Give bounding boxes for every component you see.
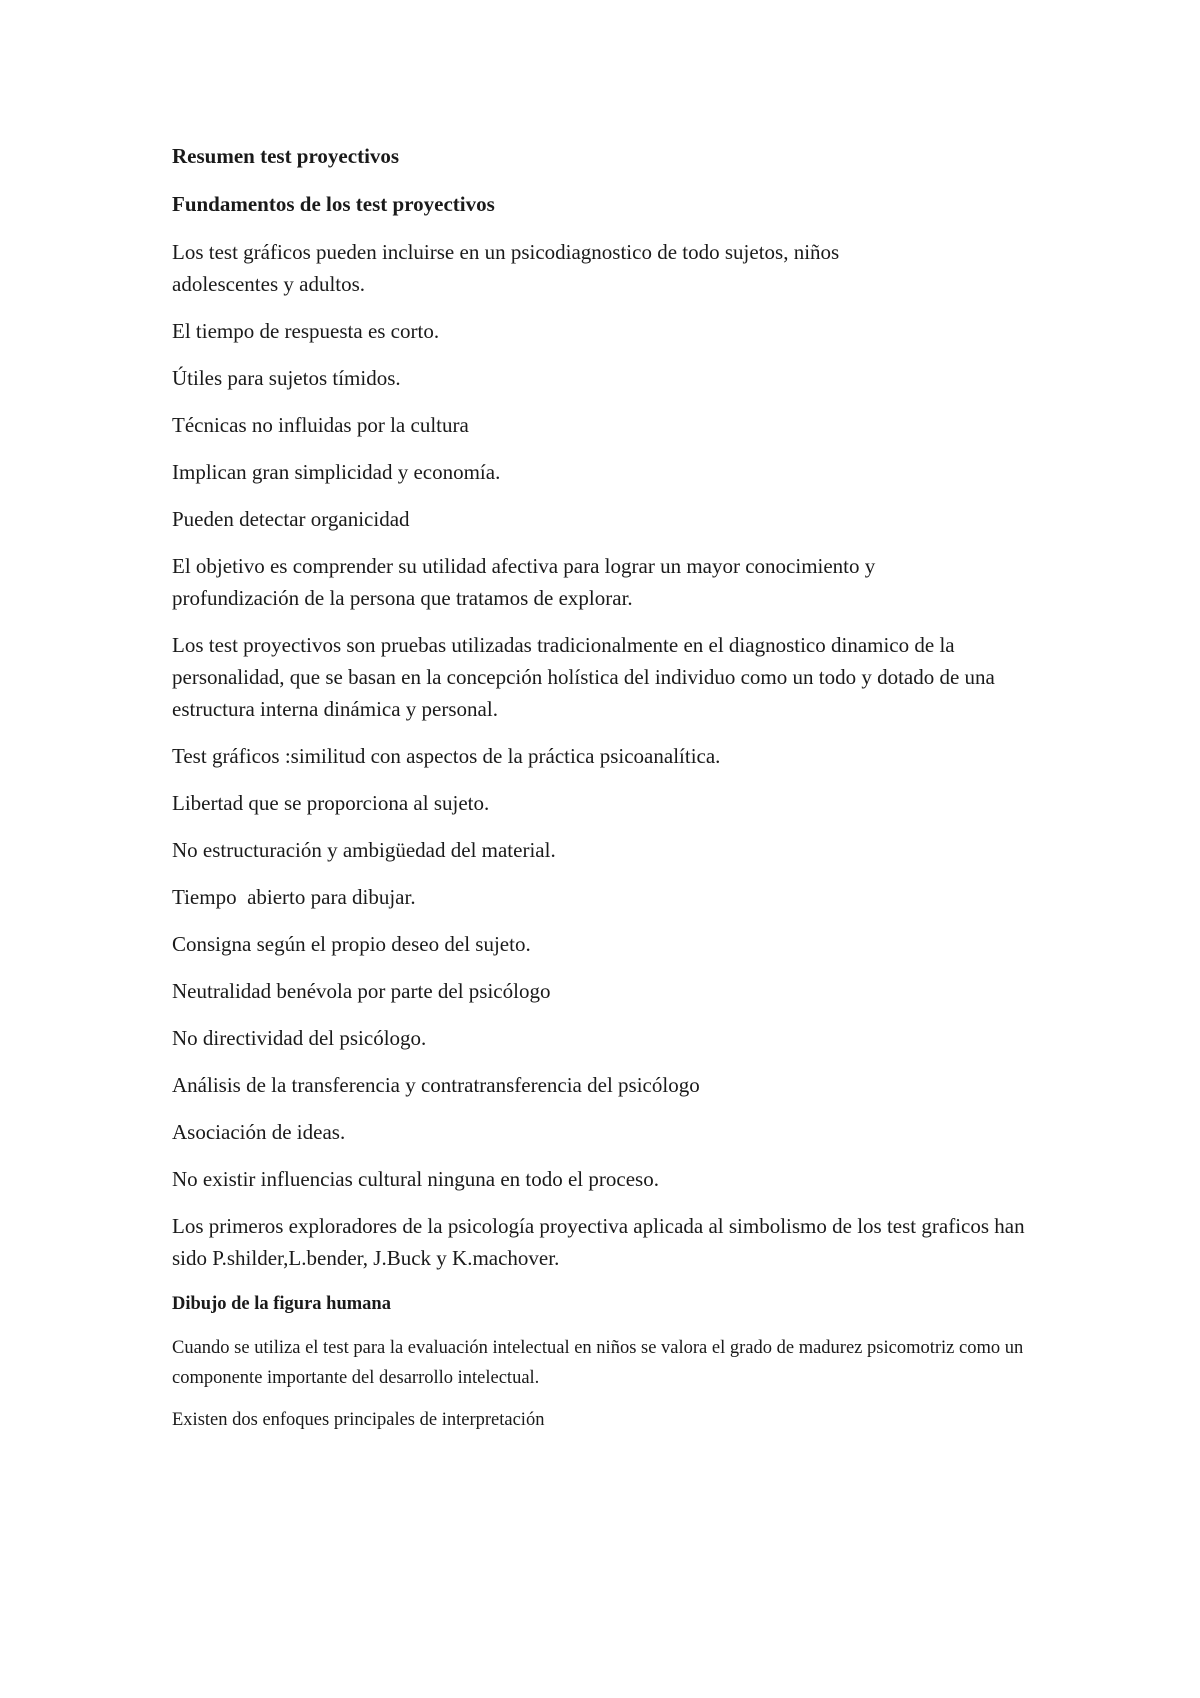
paragraph: Asociación de ideas. (172, 1120, 346, 1144)
paragraph: Tiempo abierto para dibujar. (172, 885, 416, 909)
paragraph: Los test gráficos pueden incluirse en un psicodiagnostico de todo sujetos, niños adolescentes y adultos. (172, 240, 840, 296)
paragraph: Útiles para sujetos tímidos. (172, 366, 401, 390)
section-figura-humana-body (172, 1333, 1052, 1435)
section-heading-figura-humana: Dibujo de la figura humana (172, 1294, 391, 1314)
section-heading-fundamentos: Fundamentos de los test proyectivos (172, 192, 495, 216)
paragraph: Libertad que se proporciona al sujeto. (172, 791, 490, 815)
paragraph: Consigna según el propio deseo del sujeto. (172, 932, 531, 956)
paragraph: Existen dos enfoques principales de interpretación (172, 1410, 545, 1430)
paragraph: No directividad del psicólogo. (172, 1026, 427, 1050)
paragraph: No existir influencias cultural ninguna en todo el proceso. (172, 1167, 659, 1191)
paragraph: Cuando se utiliza el test para la evaluación intelectual en niños se valora el grado de madurez psicomotriz como un componente importante del desarrollo intelectual. (172, 1338, 1024, 1388)
paragraph: Pueden detectar organicidad (172, 507, 410, 531)
paragraph: Los test proyectivos son pruebas utilizadas tradicionalmente en el diagnostico dinamico de la personalidad, que se basan en la concepción holística del individuo como un todo y dotado de una estructura interna dinámica y personal. (172, 633, 995, 721)
paragraph: El objetivo es comprender su utilidad afectiva para lograr un mayor conocimiento y profundización de la persona que tratamos de explorar. (172, 554, 876, 610)
document-title: Resumen test proyectivos (172, 144, 400, 168)
paragraph: Neutralidad benévola por parte del psicólogo (172, 979, 551, 1003)
paragraph: No estructuración y ambigüedad del material. (172, 838, 556, 862)
section-fundamentos-body (172, 236, 1052, 1274)
document-page (172, 140, 1052, 1447)
paragraph: Análisis de la transferencia y contratransferencia del psicólogo (172, 1073, 700, 1097)
paragraph: Los primeros exploradores de la psicología proyectiva aplicada al simbolismo de los test graficos han sido P.shilder,L.bender, J.Buck y K.machover. (172, 1214, 1025, 1270)
paragraph: Test gráficos :similitud con aspectos de la práctica psicoanalítica. (172, 744, 721, 768)
paragraph: El tiempo de respuesta es corto. (172, 319, 440, 343)
paragraph: Técnicas no influidas por la cultura (172, 413, 469, 437)
paragraph: Implican gran simplicidad y economía. (172, 460, 501, 484)
